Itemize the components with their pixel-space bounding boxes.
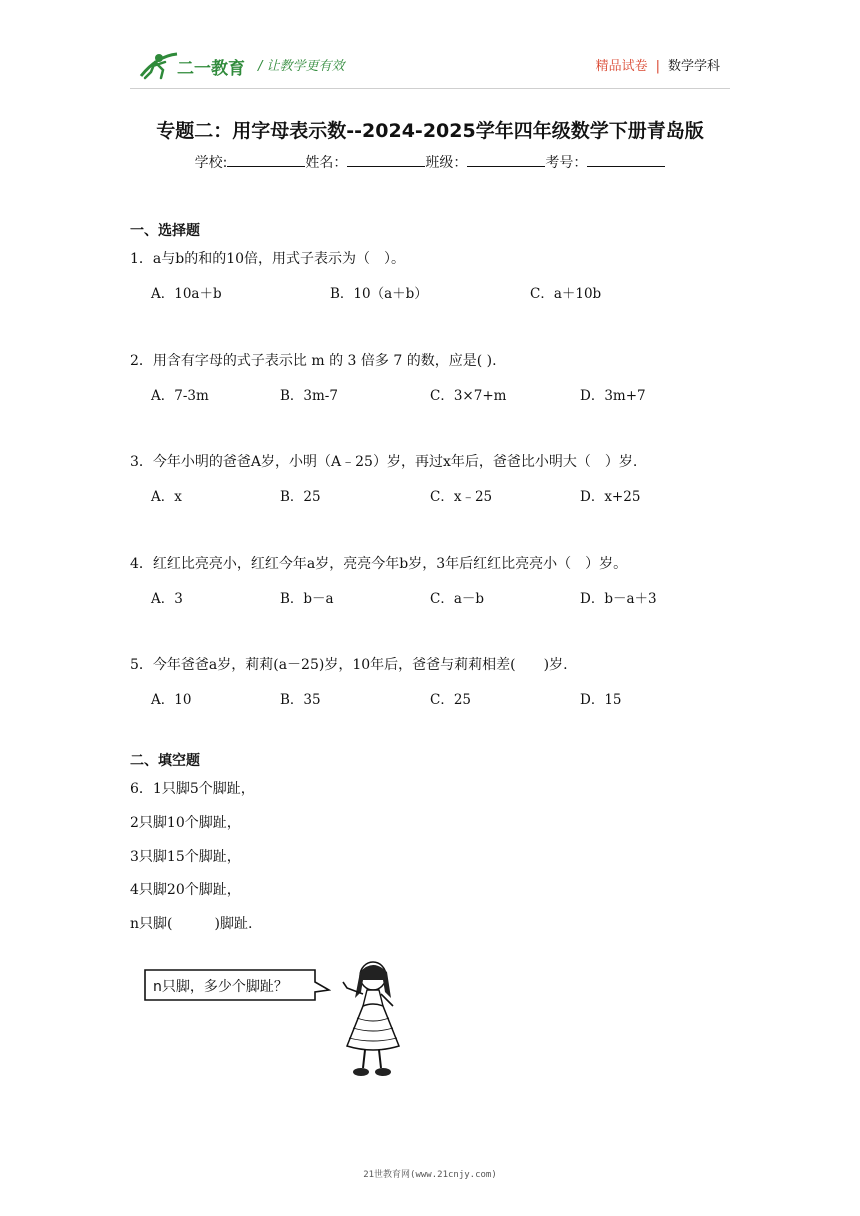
question-2-option-c[interactable]: C．3×7+m <box>430 388 507 404</box>
question-2-stem: 2．用含有字母的式子表示比 m 的 3 倍多 7 的数，应是( ). <box>130 353 497 369</box>
question-5-option-a[interactable]: A．10 <box>151 692 192 708</box>
question-3-option-b[interactable]: B．25 <box>280 489 321 505</box>
student-info <box>0 152 860 172</box>
school-label: 学校: <box>194 155 228 171</box>
speech-bubble <box>143 968 331 1002</box>
class-label: 班级： <box>425 155 468 171</box>
question-5-stem: 5．今年爸爸a岁，莉莉(a－25)岁，10年后，爸爸与莉莉相差( )岁. <box>130 657 568 673</box>
question-5-option-b[interactable]: B．35 <box>280 692 321 708</box>
name-label: 姓名： <box>305 155 348 171</box>
speech-text: n只脚，多少个脚趾？ <box>153 979 288 995</box>
question-4-option-c[interactable]: C．a－b <box>430 591 485 607</box>
section-choice-heading: 一、选择题 <box>130 223 200 239</box>
question-1-option-c[interactable]: C．a＋10b <box>530 286 602 302</box>
separator: | <box>655 59 660 74</box>
question-4-option-b[interactable]: B．b－a <box>280 591 334 607</box>
logo-text: 二一教育 <box>177 59 245 79</box>
question-5-option-c[interactable]: C．25 <box>430 692 472 708</box>
question-4-stem: 4．红红比亮亮小，红红今年a岁，亮亮今年b岁，3年后红红比亮亮小（ ）岁。 <box>130 556 628 572</box>
footer-source: 21世教育网(www.21cnjy.com) <box>363 1170 497 1180</box>
question-1-option-b[interactable]: B．10（a＋b） <box>330 286 428 302</box>
question-2-option-d[interactable]: D．3m+7 <box>580 388 646 404</box>
question-1-option-a[interactable]: A．10a＋b <box>151 286 222 302</box>
page-title: 专题二：用字母表示数--2024-2025学年四年级数学下册青岛版 <box>156 120 704 142</box>
question-2-option-a[interactable]: A．7-3m <box>151 388 209 404</box>
exam-no-label: 考号： <box>545 155 588 171</box>
subject-label: 数学学科 <box>667 59 720 74</box>
class-blank[interactable] <box>467 154 545 167</box>
question-3-option-d[interactable]: D．x+25 <box>580 489 641 505</box>
section-fill-heading: 二、填空题 <box>130 753 200 769</box>
fill-line-1: 6．1只脚5个脚趾， <box>130 781 255 797</box>
question-5-option-d[interactable]: D．15 <box>580 692 622 708</box>
premium-label: 精品试卷 <box>595 59 648 74</box>
slogan: / 让教学更有效 <box>258 59 345 74</box>
school-blank[interactable] <box>227 154 305 167</box>
girl-illustration <box>335 958 415 1080</box>
name-blank[interactable] <box>347 154 425 167</box>
exam-no-blank[interactable] <box>587 154 665 167</box>
subject-badge <box>596 55 720 74</box>
question-3-option-a[interactable]: A．x <box>151 489 182 505</box>
fill-line-4: 4只脚20个脚趾， <box>130 882 241 898</box>
question-2-option-b[interactable]: B．3m-7 <box>280 388 338 404</box>
question-3-option-c[interactable]: C．x﹣25 <box>430 489 493 505</box>
header-divider <box>130 88 730 89</box>
question-4-option-a[interactable]: A．3 <box>151 591 183 607</box>
question-4-option-d[interactable]: D．b－a＋3 <box>580 591 657 607</box>
fill-line-5: n只脚( )脚趾. <box>130 916 253 932</box>
question-1-stem: 1．a与b的和的10倍，用式子表示为（ ）。 <box>130 251 406 267</box>
logo <box>137 48 249 82</box>
fill-line-2: 2只脚10个脚趾， <box>130 815 241 831</box>
fill-line-3: 3只脚15个脚趾， <box>130 849 241 865</box>
question-3-stem: 3．今年小明的爸爸A岁，小明（A﹣25）岁，再过x年后，爸爸比小明大（ ）岁. <box>130 454 638 470</box>
